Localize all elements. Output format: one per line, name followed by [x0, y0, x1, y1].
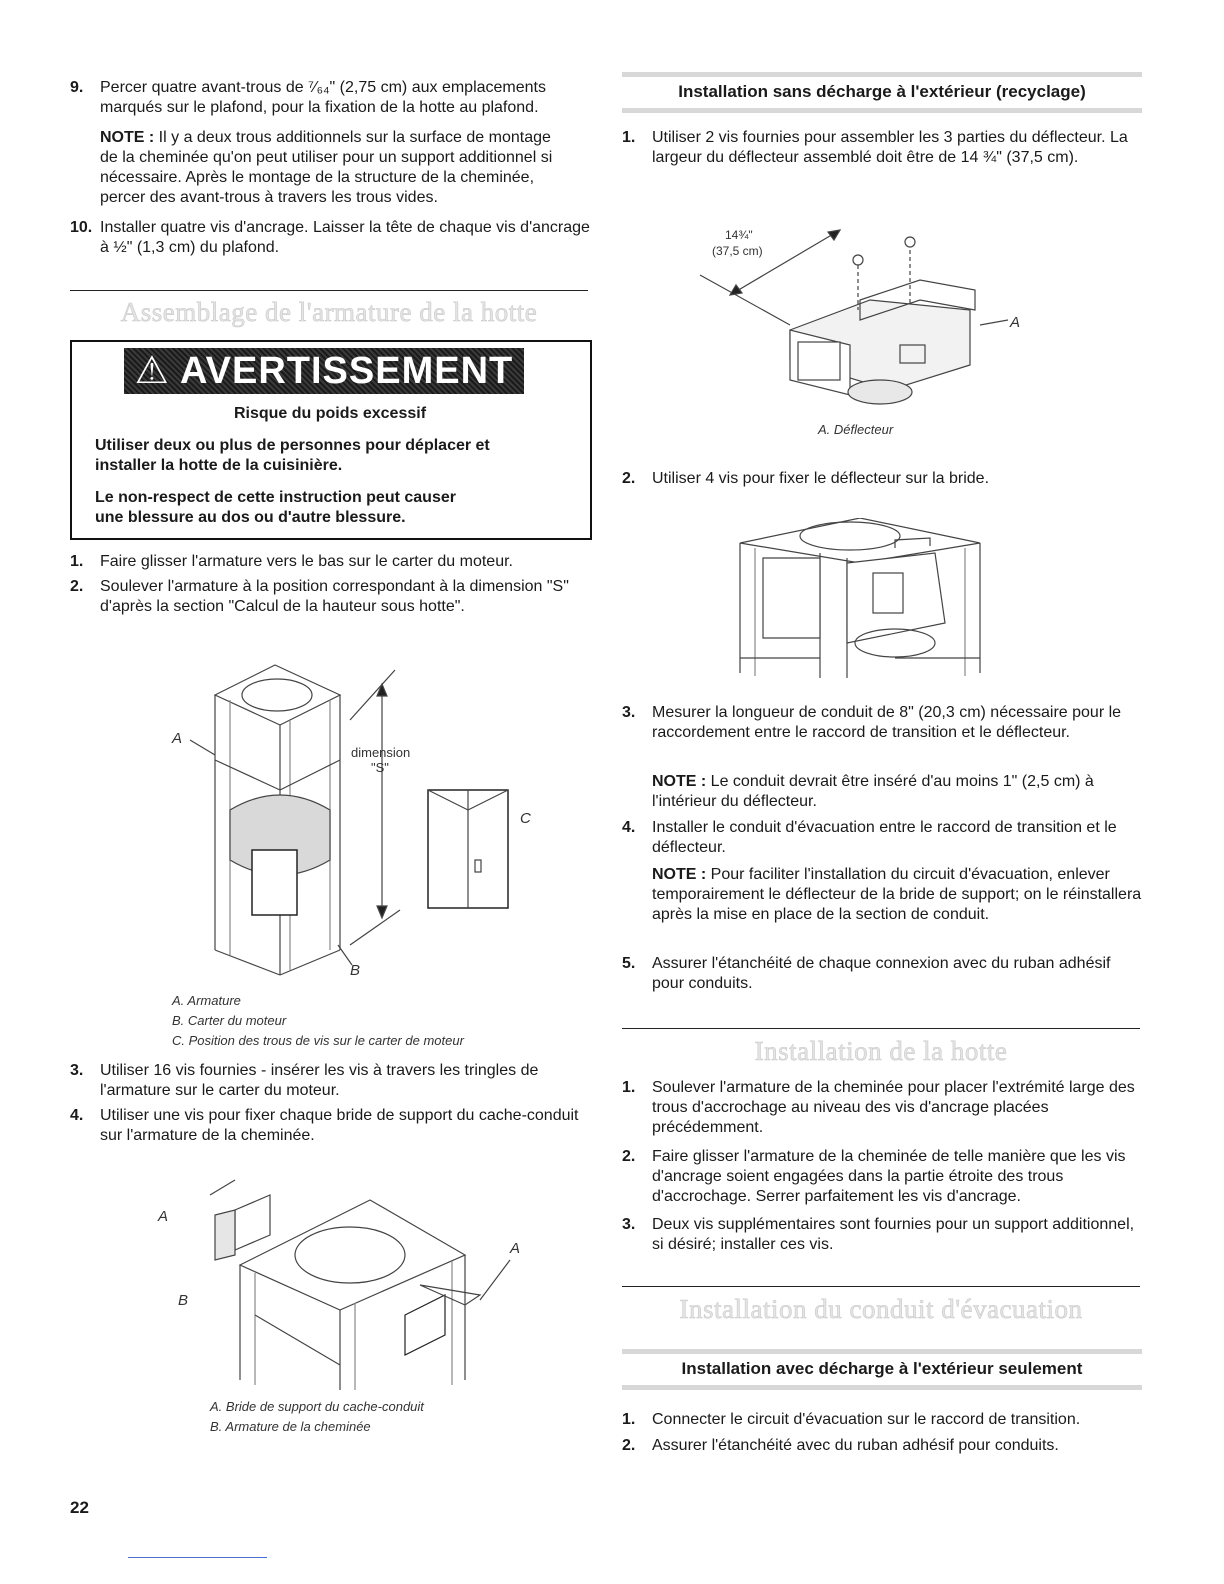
warning-risk: Risque du poids excessif	[233, 405, 427, 422]
step-text: Connecter le circuit d'évacuation sur le raccord de transition.	[652, 1411, 1081, 1428]
page-number: 22	[70, 1498, 89, 1517]
step-text: Percer quatre avant-trous de ⁷⁄₆₄" (2,75 cm) aux emplacements marqués sur le plafond, pour la fixation de la hotte au plafond.	[100, 79, 546, 116]
step-1	[622, 128, 1142, 168]
caption-a: A. Bride de support du cache-conduit	[210, 1399, 424, 1414]
step-number: 3.	[622, 704, 636, 721]
step-number: 2.	[622, 1437, 636, 1454]
step-number: 1.	[622, 129, 636, 146]
caption-b: B. Carter du moteur	[172, 1013, 287, 1028]
step-number: 2.	[622, 1148, 636, 1165]
section-divider	[622, 1286, 1140, 1287]
warning-line: une blessure au dos ou d'autre blessure.	[95, 509, 406, 526]
note-label: NOTE :	[652, 866, 707, 883]
step-number: 1.	[622, 1411, 636, 1428]
warning-banner-text: AVERTISSEMENT	[180, 350, 514, 392]
note-label: NOTE :	[652, 773, 707, 790]
section-divider	[70, 290, 588, 291]
step-text: Faire glisser l'armature de la cheminée de telle manière que les vis d'ancrage soient engagées dans la partie étroite des trous d'accrochage. Serrer parfaitement les vis d'ancrage.	[652, 1148, 1126, 1205]
label-a: A	[172, 730, 183, 747]
step-text: Soulever l'armature de la cheminée pour placer l'extrémité large des trous d'accrochage au niveau des vis d'ancrage placées précédemment.	[652, 1079, 1135, 1136]
step-number: 1.	[622, 1079, 636, 1096]
step-text: Installer quatre vis d'ancrage. Laisser la tête de chaque vis d'ancrage à ½" (1,3 cm) du plafond.	[100, 219, 590, 256]
step-text: Utiliser 2 vis fournies pour assembler les 3 parties du déflecteur. La largeur du déflecteur assemblé doit être de 14 ¾" (37,5 cm).	[652, 129, 1128, 166]
subsection-heading: Installation avec décharge à l'extérieur seulement	[622, 1349, 1142, 1390]
section-title: Assemblage de l'armature de la hotte	[120, 297, 538, 327]
step-number: 3.	[70, 1062, 84, 1079]
note-4	[652, 865, 1142, 925]
step-2	[622, 469, 1142, 489]
step-number: 2.	[70, 578, 84, 595]
step-1	[70, 552, 590, 572]
section-title: Installation de la hotte	[754, 1036, 1008, 1066]
step-number: 2.	[622, 470, 636, 487]
step-text: Utiliser 4 vis pour fixer le déflecteur sur la bride.	[652, 470, 990, 487]
step-9	[70, 78, 590, 118]
step-3	[622, 1215, 1142, 1255]
label-c: C	[520, 810, 531, 827]
label-b: B	[350, 962, 361, 979]
warning-triangle-icon: ⚠	[134, 350, 170, 392]
deflector-width: 14¾"	[725, 228, 753, 242]
step-text: Deux vis supplémentaires sont fournies pour un support additionnel, si désiré; installer ces vis.	[652, 1216, 1135, 1253]
step-text: Mesurer la longueur de conduit de 8" (20,3 cm) nécessaire pour le raccordement entre le raccord de transition et le déflecteur.	[652, 704, 1122, 741]
step-number: 4.	[622, 819, 636, 836]
step-text: Soulever l'armature à la position correspondant à la dimension "S" d'après la section "Calcul de la hauteur sous hotte".	[100, 578, 569, 615]
step-4	[70, 1106, 590, 1146]
note-label: NOTE :	[100, 129, 155, 146]
step-2	[70, 577, 590, 617]
step-3	[70, 1061, 590, 1101]
section-title: Installation du conduit d'évacuation	[679, 1294, 1083, 1324]
step-number: 4.	[70, 1107, 84, 1124]
subsection-heading: Installation sans décharge à l'extérieur (recyclage)	[622, 72, 1142, 113]
step-text: Utiliser une vis pour fixer chaque bride de support du cache-conduit sur l'armature de la cheminée.	[100, 1107, 579, 1144]
step-number: 3.	[622, 1216, 636, 1233]
warning-line: Le non-respect de cette instruction peut causer	[95, 489, 456, 506]
step-1	[622, 1078, 1142, 1138]
step-text: Utiliser 16 vis fournies - insérer les vis à travers les tringles de l'armature sur le carter du moteur.	[100, 1062, 539, 1099]
caption-c: C. Position des trous de vis sur le carter de moteur	[172, 1033, 464, 1048]
footer-rule	[128, 1557, 267, 1558]
note-1	[100, 128, 565, 208]
label-a: A	[158, 1208, 169, 1225]
label-a: A	[510, 1240, 521, 1257]
step-text: Assurer l'étanchéité de chaque connexion avec du ruban adhésif pour conduits.	[652, 955, 1111, 992]
deflector-flange-figure	[735, 518, 985, 680]
caption-a: A. Déflecteur	[818, 422, 894, 437]
step-5	[622, 954, 1142, 994]
bracket-figure	[180, 1165, 520, 1390]
warning-banner	[124, 348, 524, 394]
note-text: Il y a deux trous additionnels sur la surface de montage de la cheminée qu'on peut utiliser pour un support additionnel si nécessaire. Après le montage de la structure de la cheminée, percer des avant-trous à travers les trous vides.	[100, 129, 553, 206]
warning-line: Utiliser deux ou plus de personnes pour déplacer et	[95, 437, 490, 454]
dimension-label: dimension	[351, 745, 411, 760]
step-10	[70, 218, 590, 258]
dimension-s: "S"	[371, 760, 389, 775]
step-3	[622, 703, 1142, 743]
label-a: A	[1010, 314, 1021, 331]
note-text: Le conduit devrait être inséré d'au moins 1" (2,5 cm) à l'intérieur du déflecteur.	[652, 773, 1094, 810]
step-text: Installer le conduit d'évacuation entre le raccord de transition et le déflecteur.	[652, 819, 1117, 856]
step-1	[622, 1410, 1142, 1430]
step-number: 9.	[70, 79, 84, 96]
step-number: 5.	[622, 955, 636, 972]
step-2	[622, 1147, 1142, 1207]
step-2	[622, 1436, 1142, 1456]
note-3	[652, 772, 1142, 812]
step-text: Assurer l'étanchéité avec du ruban adhésif pour conduits.	[652, 1437, 1059, 1454]
step-number: 10.	[70, 219, 93, 236]
step-text: Faire glisser l'armature vers le bas sur le carter du moteur.	[100, 553, 513, 570]
section-divider	[622, 1028, 1140, 1029]
armature-figure	[170, 660, 540, 980]
deflector-width-metric: (37,5 cm)	[712, 244, 763, 258]
step-number: 1.	[70, 553, 84, 570]
label-b: B	[178, 1292, 189, 1309]
caption-b: B. Armature de la cheminée	[210, 1419, 371, 1434]
warning-line: installer la hotte de la cuisinière.	[95, 457, 343, 474]
caption-a: A. Armature	[172, 993, 241, 1008]
note-text: Pour faciliter l'installation du circuit d'évacuation, enlever temporairement le déflecteur de la bride de support; on le réinstallera après la mise en place de la section de conduit.	[652, 866, 1142, 923]
step-4	[622, 818, 1142, 858]
